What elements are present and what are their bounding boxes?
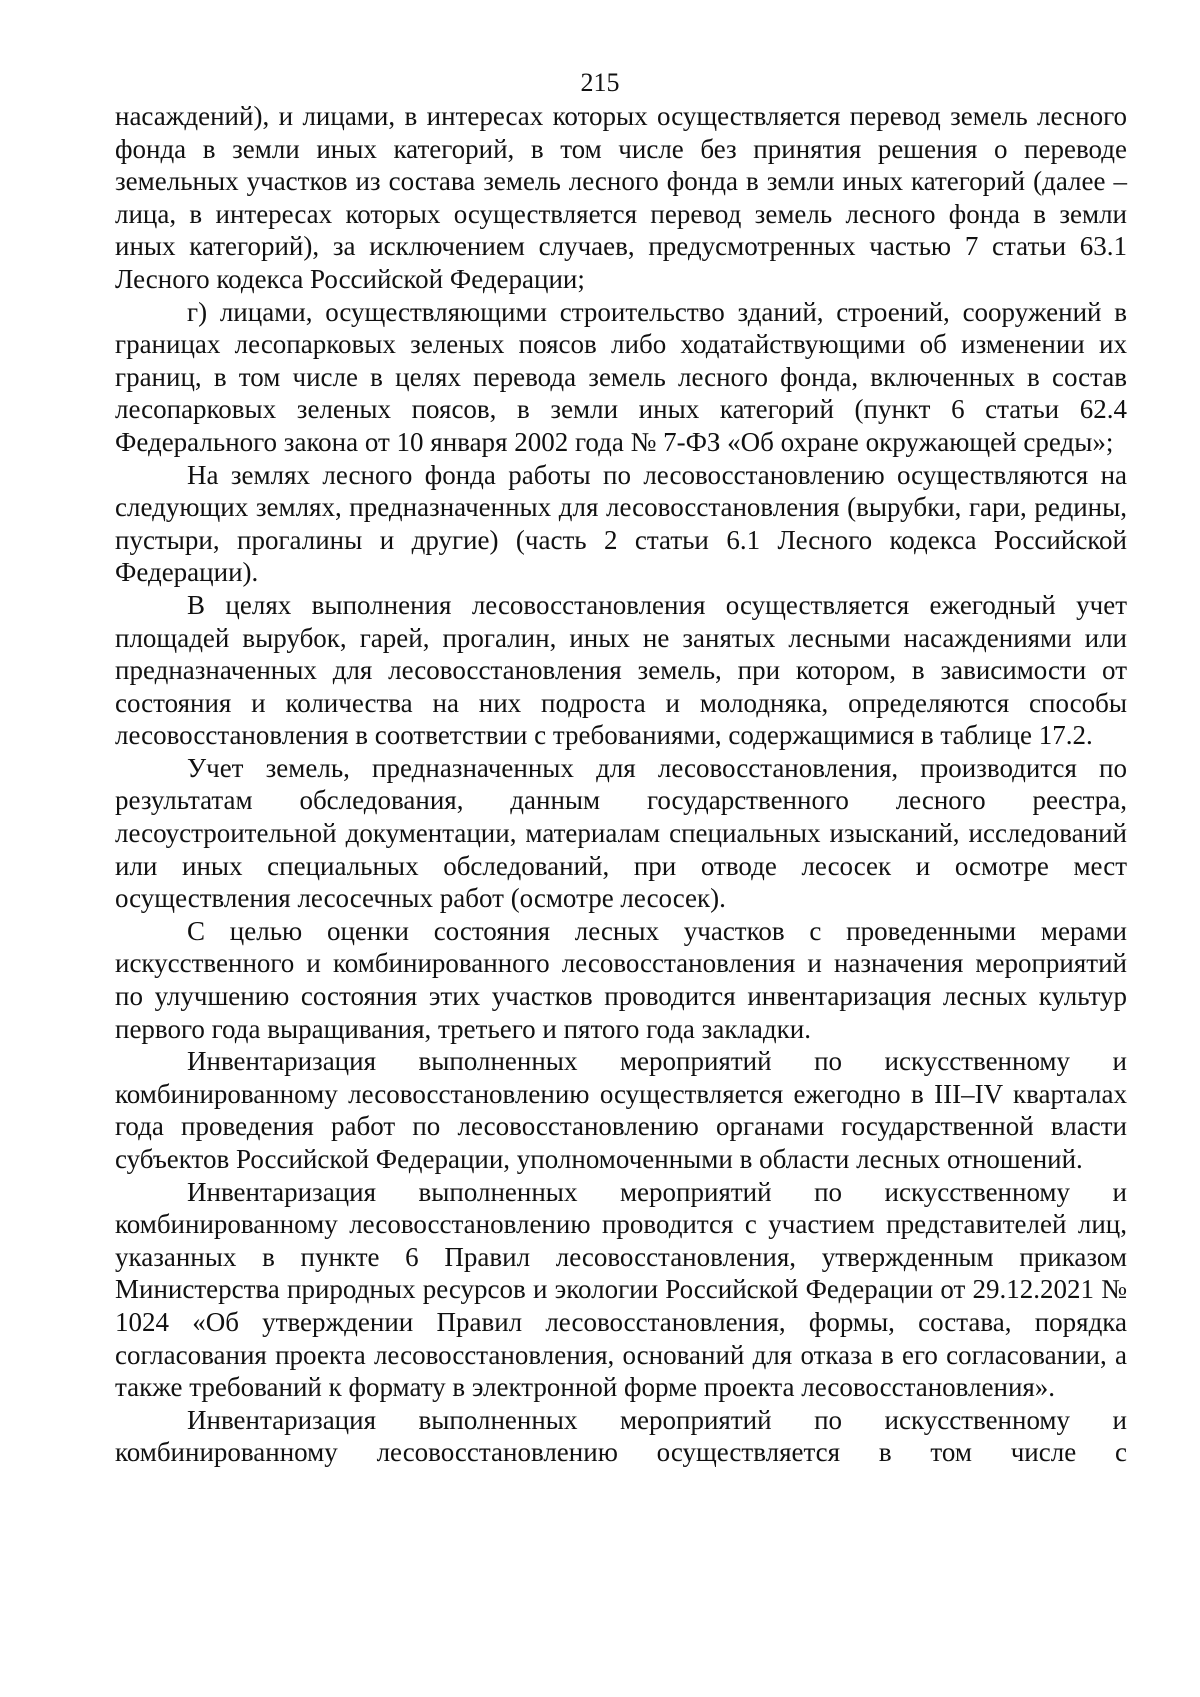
paragraph-land-accounting: Учет земель, предназначенных для лесовосстановления, производится по результатам обследования, данным государственного лесного реестра, лесоустроительной документации, материалам специальных изысканий, исследований или иных специальных обследований, при отводе лесосек и осмотре мест осуществления лесосечных работ (осмотре лесосек). [115,752,1127,914]
paragraph-forest-lands: На землях лесного фонда работы по лесовосстановлению осуществляются на следующих землях, предназначенных для лесовосстановления (вырубки, гари, редины, пустыри, прогалины и другие) (часть 2 статьи 6.1 Лесного кодекса Российской Федерации). [115,459,1127,588]
paragraph-item-g: г) лицами, осуществляющими строительство зданий, строений, сооружений в границах лесопарковых зеленых поясов либо ходатайствующими об изменении их границ, в том числе в целях перевода земель лесного фонда, включенных в состав лесопарковых зеленых поясов, в земли иных категорий (пункт 6 статьи 62.4 Федерального закона от 10 января 2002 года № 7-ФЗ «Об охране окружающей среды»; [115,296,1127,457]
paragraph-annual-accounting: В целях выполнения лесовосстановления осуществляется ежегодный учет площадей вырубок, гарей, прогалин, иных не занятых лесными насаждениями или предназначенных для лесовосстановления земель, при котором, в зависимости от состояния и количества на них подроста и молодняка, определяются способы лесовосстановления в соответствии с требованиями, содержащимися в таблице 17.2. [115,589,1127,751]
paragraph-continuation: насаждений), и лицами, в интересах которых осуществляется перевод земель лесного фонда в земли иных категорий, в том числе без принятия решения о переводе земельных участков из состава земель лесного фонда в земли иных категорий (далее – лица, в интересах которых осуществляется перевод земель лесного фонда в земли иных категорий), за исключением случаев, предусмотренных частью 7 статьи 63.1 Лесного кодекса Российской Федерации; [115,101,1127,294]
paragraph-inventory-participants: Инвентаризация выполненных мероприятий по искусственному и комбинированному лесовосстановлению проводится с участием представителей лиц, указанных в пункте 6 Правил лесовосстановления, утвержденным приказом Министерства природных ресурсов и экологии Российской Федерации от 29.12.2021 № 1024 «Об утверждении Правил лесовосстановления, формы, состава, порядка согласования проекта лесовосстановления, оснований для отказа в его согласовании, а также требований к формату в электронной форме проекта лесовосстановления». [115,1176,1127,1403]
document-body [115,100,1127,1469]
paragraph-inventory-continued: Инвентаризация выполненных мероприятий по искусственному и комбинированному лесовосстановлению осуществляется в том числе с [115,1404,1127,1468]
page-number: 215 [580,68,620,97]
paragraph-assessment-purpose: С целью оценки состояния лесных участков с проведенными мерами искусственного и комбинированного лесовосстановления и назначения мероприятий по улучшению состояния этих участков проводится инвентаризация лесных культур первого года выращивания, третьего и пятого года закладки. [115,915,1127,1044]
paragraph-inventory-schedule: Инвентаризация выполненных мероприятий по искусственному и комбинированному лесовосстановлению осуществляется ежегодно в III–IV кварталах года проведения работ по лесовосстановлению органами государственной власти субъектов Российской Федерации, уполномоченными в области лесных отношений. [115,1046,1127,1174]
